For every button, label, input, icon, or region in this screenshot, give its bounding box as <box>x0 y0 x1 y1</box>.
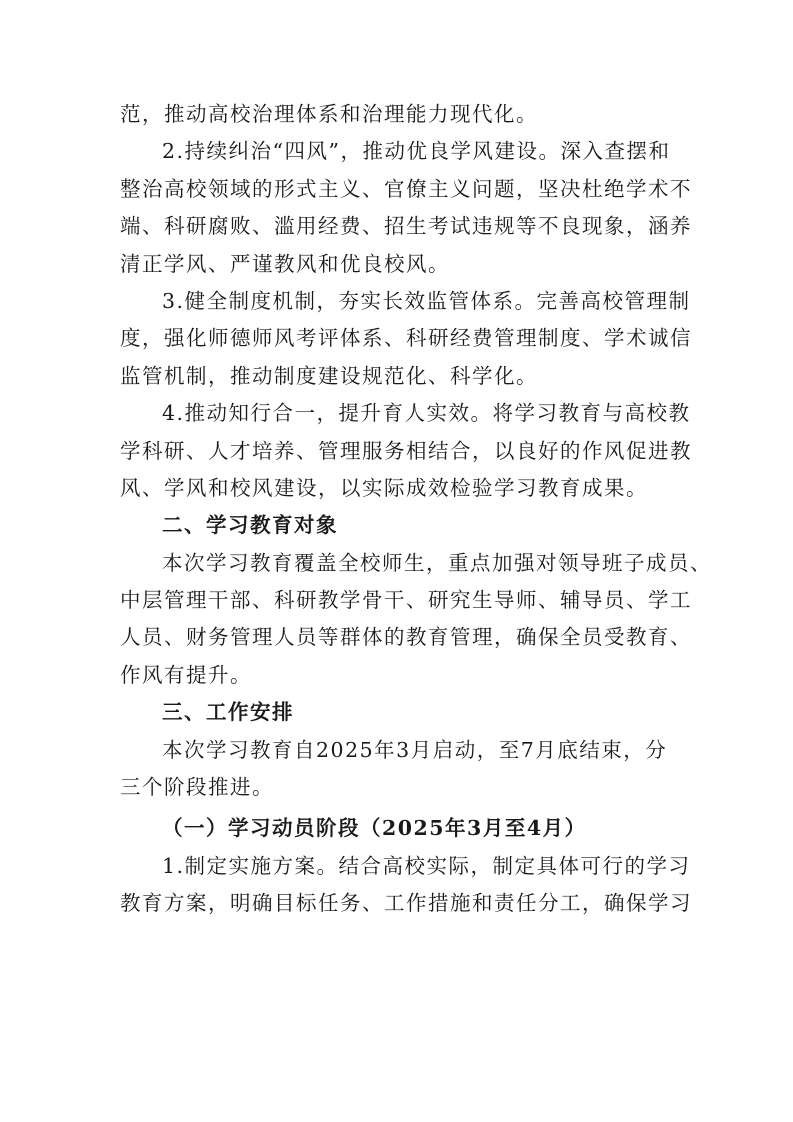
document-body <box>120 96 712 923</box>
paragraph-line: 本次学习教育覆盖全校师生，重点加强对领导班子成员、 <box>162 550 712 575</box>
paragraph-line: 1.制定实施方案。结合高校实际，制定具体可行的学习 <box>162 853 691 878</box>
paragraph-line: 端、科研腐败、滥用经费、招生考试违规等不良现象，涵养 <box>120 214 692 239</box>
paragraph-line: 整治高校领域的形式主义、官僚主义问题，坚决杜绝学术不 <box>120 176 692 201</box>
paragraph-line: 本次学习教育自2025年3月启动，至7月底结束，分 <box>162 737 668 762</box>
paragraph-line: 中层管理干部、科研教学骨干、研究生导师、辅导员、学工 <box>120 588 692 613</box>
subsection-heading: （一）学习动员阶段（2025年3月至4月） <box>162 816 587 841</box>
section-heading: 三、工作安排 <box>162 700 294 725</box>
paragraph-line: 3.健全制度机制，夯实长效监管体系。完善高校管理制 <box>162 288 691 313</box>
section-heading: 二、学习教育对象 <box>162 513 338 538</box>
paragraph-line: 三个阶段推进。 <box>120 775 274 800</box>
paragraph-line: 度，强化师德师风考评体系、科研经费管理制度、学术诚信 <box>120 326 692 351</box>
paragraph-line: 2.持续纠治“四风”，推动优良学风建设。深入查摆和 <box>162 139 671 164</box>
paragraph-line: 范，推动高校治理体系和治理能力现代化。 <box>120 102 538 126</box>
paragraph-line: 人员、财务管理人员等群体的教育管理，确保全员受教育、 <box>120 625 692 650</box>
paragraph-line: 作风有提升。 <box>120 662 252 687</box>
paragraph-line: 4.推动知行合一，提升育人实效。将学习教育与高校教 <box>162 401 691 426</box>
paragraph-line: 监管机制，推动制度建设规范化、科学化。 <box>120 363 538 388</box>
paragraph-line: 清正学风、严谨教风和优良校风。 <box>120 251 450 276</box>
paragraph-line: 教育方案，明确目标任务、工作措施和责任分工，确保学习 <box>120 891 692 916</box>
paragraph-line: 学科研、人才培养、管理服务相结合，以良好的作风促进教 <box>120 438 692 463</box>
paragraph-line: 风、学风和校风建设，以实际成效检验学习教育成果。 <box>120 475 648 500</box>
